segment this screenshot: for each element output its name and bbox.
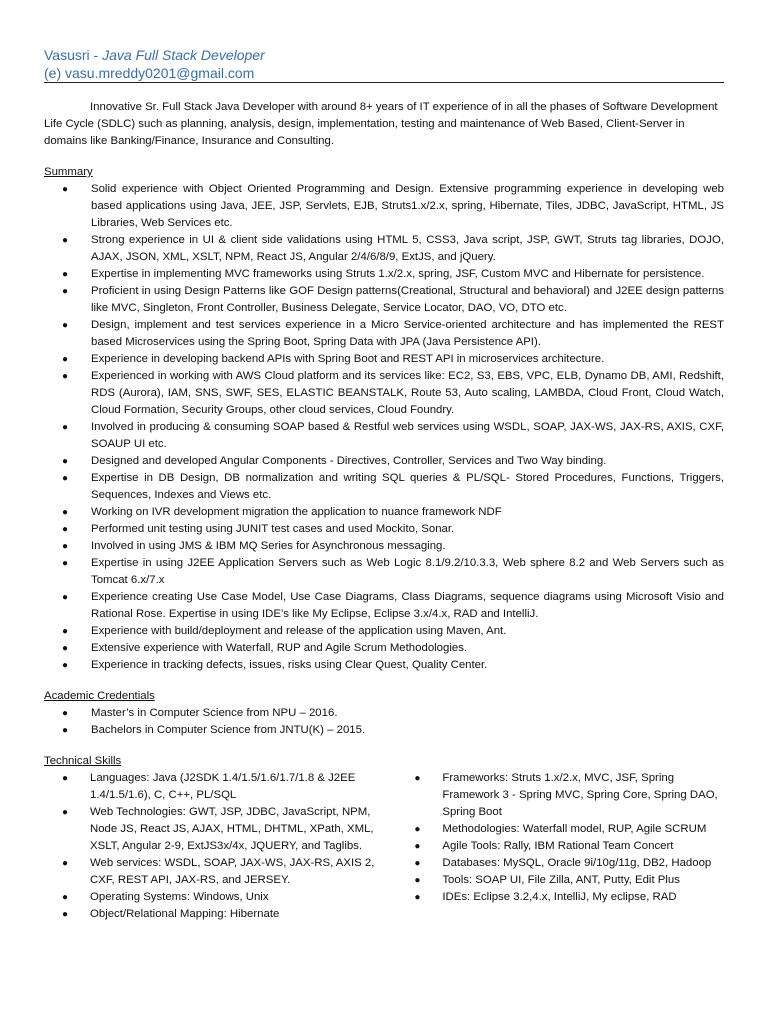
summary-item-text: Expertise in implementing MVC frameworks using Struts 1.x/2.x, spring, JSF, Custom MVC and Hibernate for persistence.	[91, 268, 705, 280]
skill-item-text: Methodologies: Waterfall model, RUP, Agile SCRUM	[442, 823, 707, 835]
summary-item	[44, 419, 724, 453]
bullet-icon: ●	[62, 773, 69, 784]
skill-item-text: Databases: MySQL, Oracle 9i/10g/11g, DB2, Hadoop	[442, 857, 712, 869]
skill-item	[414, 770, 724, 821]
summary-item	[44, 266, 724, 283]
summary-item-text: Experience with build/deployment and release of the application using Maven, Ant.	[91, 625, 507, 637]
bullet-icon: ●	[62, 592, 69, 603]
bullet-icon: ●	[62, 558, 69, 569]
bullet-icon: ●	[414, 858, 421, 869]
bullet-icon: ●	[62, 422, 69, 433]
resume-header	[44, 46, 724, 82]
header-divider	[44, 82, 724, 83]
summary-item-text: Proficient in using Design Patterns like GOF Design patterns(Creational, Structural and behavioral) and J2EE design patterns like MVC, Singleton, Front Controller, Business Delegate, Service Locator, DAO, VO, DTO etc.	[91, 285, 724, 314]
summary-item	[44, 453, 724, 470]
summary-item-text: Involved in producing & consuming SOAP based & Restful web services using WSDL, SOAP, JAX-WS, JAX-RS, AXIS, CXF, SOAUP UI etc.	[91, 421, 724, 450]
bullet-icon: ●	[62, 269, 69, 280]
summary-item	[44, 181, 724, 232]
bullet-icon: ●	[414, 875, 421, 886]
academic-item	[44, 722, 724, 739]
candidate-name-line	[44, 46, 724, 64]
skill-item-text: Operating Systems: Windows, Unix	[90, 891, 269, 903]
bullet-icon: ●	[62, 909, 69, 920]
summary-list	[44, 181, 724, 674]
summary-item	[44, 538, 724, 555]
bullet-icon: ●	[62, 456, 69, 467]
summary-item-text: Experience in tracking defects, issues, risks using Clear Quest, Quality Center.	[91, 659, 488, 671]
bullet-icon: ●	[62, 626, 69, 637]
summary-item	[44, 283, 724, 317]
summary-item	[44, 470, 724, 504]
bullet-icon: ●	[62, 354, 69, 365]
summary-item	[44, 368, 724, 419]
bullet-icon: ●	[414, 892, 421, 903]
skill-item	[414, 872, 724, 889]
summary-item	[44, 317, 724, 351]
summary-item	[44, 555, 724, 589]
summary-item	[44, 657, 724, 674]
bullet-icon: ●	[62, 286, 69, 297]
skill-item	[44, 804, 392, 855]
summary-item-text: Working on IVR development migration the application to nuance framework NDF	[91, 506, 502, 518]
bullet-icon: ●	[62, 892, 69, 903]
summary-item-text: Performed unit testing using JUNIT test cases and used Mockito, Sonar.	[91, 523, 455, 535]
bullet-icon: ●	[62, 371, 69, 382]
summary-item-text: Design, implement and test services experience in a Micro Service-oriented architecture and has implemented the REST based Microservices using the Spring Boot, Spring Data with JPA (Java Persistence API).	[91, 319, 724, 348]
summary-item	[44, 589, 724, 623]
skill-item	[414, 889, 724, 906]
resume-body	[44, 99, 724, 923]
skills-heading: Technical Skills	[44, 755, 122, 767]
summary-heading: Summary	[44, 166, 93, 178]
skill-item	[44, 855, 392, 889]
bullet-icon: ●	[62, 184, 69, 195]
skill-item-text: IDEs: Eclipse 3.2,4.x, IntelliJ, My eclipse, RAD	[442, 891, 677, 903]
bullet-icon: ●	[62, 708, 69, 719]
name-separator: -	[89, 47, 103, 63]
bullet-icon: ●	[62, 807, 69, 818]
summary-item	[44, 640, 724, 657]
candidate-title: Java Full Stack Developer	[102, 47, 265, 63]
summary-item-text: Involved in using JMS & IBM MQ Series for Asynchronous messaging.	[91, 540, 446, 552]
summary-item-text: Expertise in DB Design, DB normalization and writing SQL queries & PL/SQL- Stored Procedures, Functions, Triggers, Sequences, Indexes and Views etc.	[91, 472, 724, 501]
email-prefix: (e)	[44, 65, 65, 81]
bullet-icon: ●	[62, 858, 69, 869]
summary-item-text: Expertise in using J2EE Application Servers such as Web Logic 8.1/9.2/10.3.3, Web sphere 8.2 and Web Servers such as Tomcat 6.x/7.x	[91, 557, 724, 586]
bullet-icon: ●	[62, 507, 69, 518]
summary-item	[44, 623, 724, 640]
summary-item-text: Extensive experience with Waterfall, RUP and Agile Scrum Methodologies.	[91, 642, 468, 654]
email-address[interactable]: vasu.mreddy0201@gmail.com	[65, 65, 255, 81]
bullet-icon: ●	[414, 773, 421, 784]
bullet-icon: ●	[62, 725, 69, 736]
bullet-icon: ●	[62, 660, 69, 671]
academic-heading: Academic Credentials	[44, 690, 155, 702]
academic-list	[44, 705, 724, 739]
academic-item-text: Bachelors in Computer Science from JNTU(K) – 2015.	[91, 724, 366, 736]
summary-item-text: Experience creating Use Case Model, Use Case Diagrams, Class Diagrams, sequence diagrams using Microsoft Visio and Rational Rose. Expertise in using IDE’s like My Eclipse, Eclipse 3.x/4.x, RAD and IntelliJ.	[91, 591, 724, 620]
skill-item-text: Web services: WSDL, SOAP, JAX-WS, JAX-RS, AXIS 2, CXF, REST API, JAX-RS, and JERSEY.	[90, 857, 375, 886]
skills-left-column	[44, 770, 392, 923]
skill-item	[44, 889, 392, 906]
summary-item	[44, 351, 724, 368]
summary-item	[44, 504, 724, 521]
candidate-name: Vasusri	[44, 47, 90, 63]
skill-item	[44, 770, 392, 804]
skill-item-text: Languages: Java (J2SDK 1.4/1.5/1.6/1.7/1.8 & J2EE 1.4/1.5/1.6), C, C++, PL/SQL	[90, 772, 356, 801]
skill-item-text: Object/Relational Mapping: Hibernate	[90, 908, 280, 920]
skill-item-text: Agile Tools: Rally, IBM Rational Team Concert	[442, 840, 674, 852]
skills-right-column	[414, 770, 724, 923]
academic-item	[44, 705, 724, 722]
bullet-icon: ●	[62, 473, 69, 484]
bullet-icon: ●	[62, 524, 69, 535]
summary-item-text: Solid experience with Object Oriented Programming and Design. Extensive programming experience in developing web based applications using Java, JEE, JSP, Servlets, EJB, Struts1.x/2.x, spring, Hibernate, Tiles, JDBC, JavaScript, HTML, JS Libraries, Web Services etc.	[91, 183, 724, 229]
skill-item	[414, 821, 724, 838]
intro-paragraph: Innovative Sr. Full Stack Java Developer with around 8+ years of IT experience of in all the phases of Software Development Life Cycle (SDLC) such as planning, analysis, design, implementation, testing and maintenance of Web Based, Client-Server in domains like Banking/Finance, Insurance and Consulting.	[44, 101, 718, 147]
summary-item-text: Experience in developing backend APIs with Spring Boot and REST API in microservices architecture.	[91, 353, 605, 365]
bullet-icon: ●	[414, 824, 421, 835]
summary-item-text: Experienced in working with AWS Cloud platform and its services like: EC2, S3, EBS, VPC, ELB, Dynamo DB, AMI, Redshift, RDS (Aurora), IAM, SNS, SWF, SES, ELASTIC BEANSTALK, Route 53, Auto scaling, LAMBDA, Cloud Front, Cloud Watch, Cloud Formation, Security Groups, other cloud services, Cloud Foundry.	[91, 370, 724, 416]
summary-item-text: Designed and developed Angular Components - Directives, Controller, Services and Two Way binding.	[91, 455, 607, 467]
bullet-icon: ●	[414, 841, 421, 852]
bullet-icon: ●	[62, 320, 69, 331]
email-line	[44, 64, 724, 82]
summary-item	[44, 521, 724, 538]
skill-item-text: Web Technologies: GWT, JSP, JDBC, JavaScript, NPM, Node JS, React JS, AJAX, HTML, DHTML, XPath, XML, XSLT, Angular 2-9, ExtJS3x/4x, JQUERY, and Taglibs.	[90, 806, 374, 852]
skill-item	[44, 906, 392, 923]
bullet-icon: ●	[62, 541, 69, 552]
bullet-icon: ●	[62, 235, 69, 246]
bullet-icon: ●	[62, 643, 69, 654]
summary-item	[44, 232, 724, 266]
skills-columns	[44, 770, 724, 923]
summary-item-text: Strong experience in UI & client side validations using HTML 5, CSS3, Java script, JSP, GWT, Struts tag libraries, DOJO, AJAX, JSON, XML, XSLT, NPM, React JS, Angular 2/4/6/8/9, ExtJS, and jQuery.	[91, 234, 724, 263]
academic-item-text: Master’s in Computer Science from NPU – 2016.	[91, 707, 338, 719]
skill-item	[414, 838, 724, 855]
skill-item	[414, 855, 724, 872]
skill-item-text: Frameworks: Struts 1.x/2.x, MVC, JSF, Spring Framework 3 - Spring MVC, Spring Core, Spring DAO, Spring Boot	[442, 772, 718, 818]
skill-item-text: Tools: SOAP UI, File Zilla, ANT, Putty, Edit Plus	[442, 874, 680, 886]
